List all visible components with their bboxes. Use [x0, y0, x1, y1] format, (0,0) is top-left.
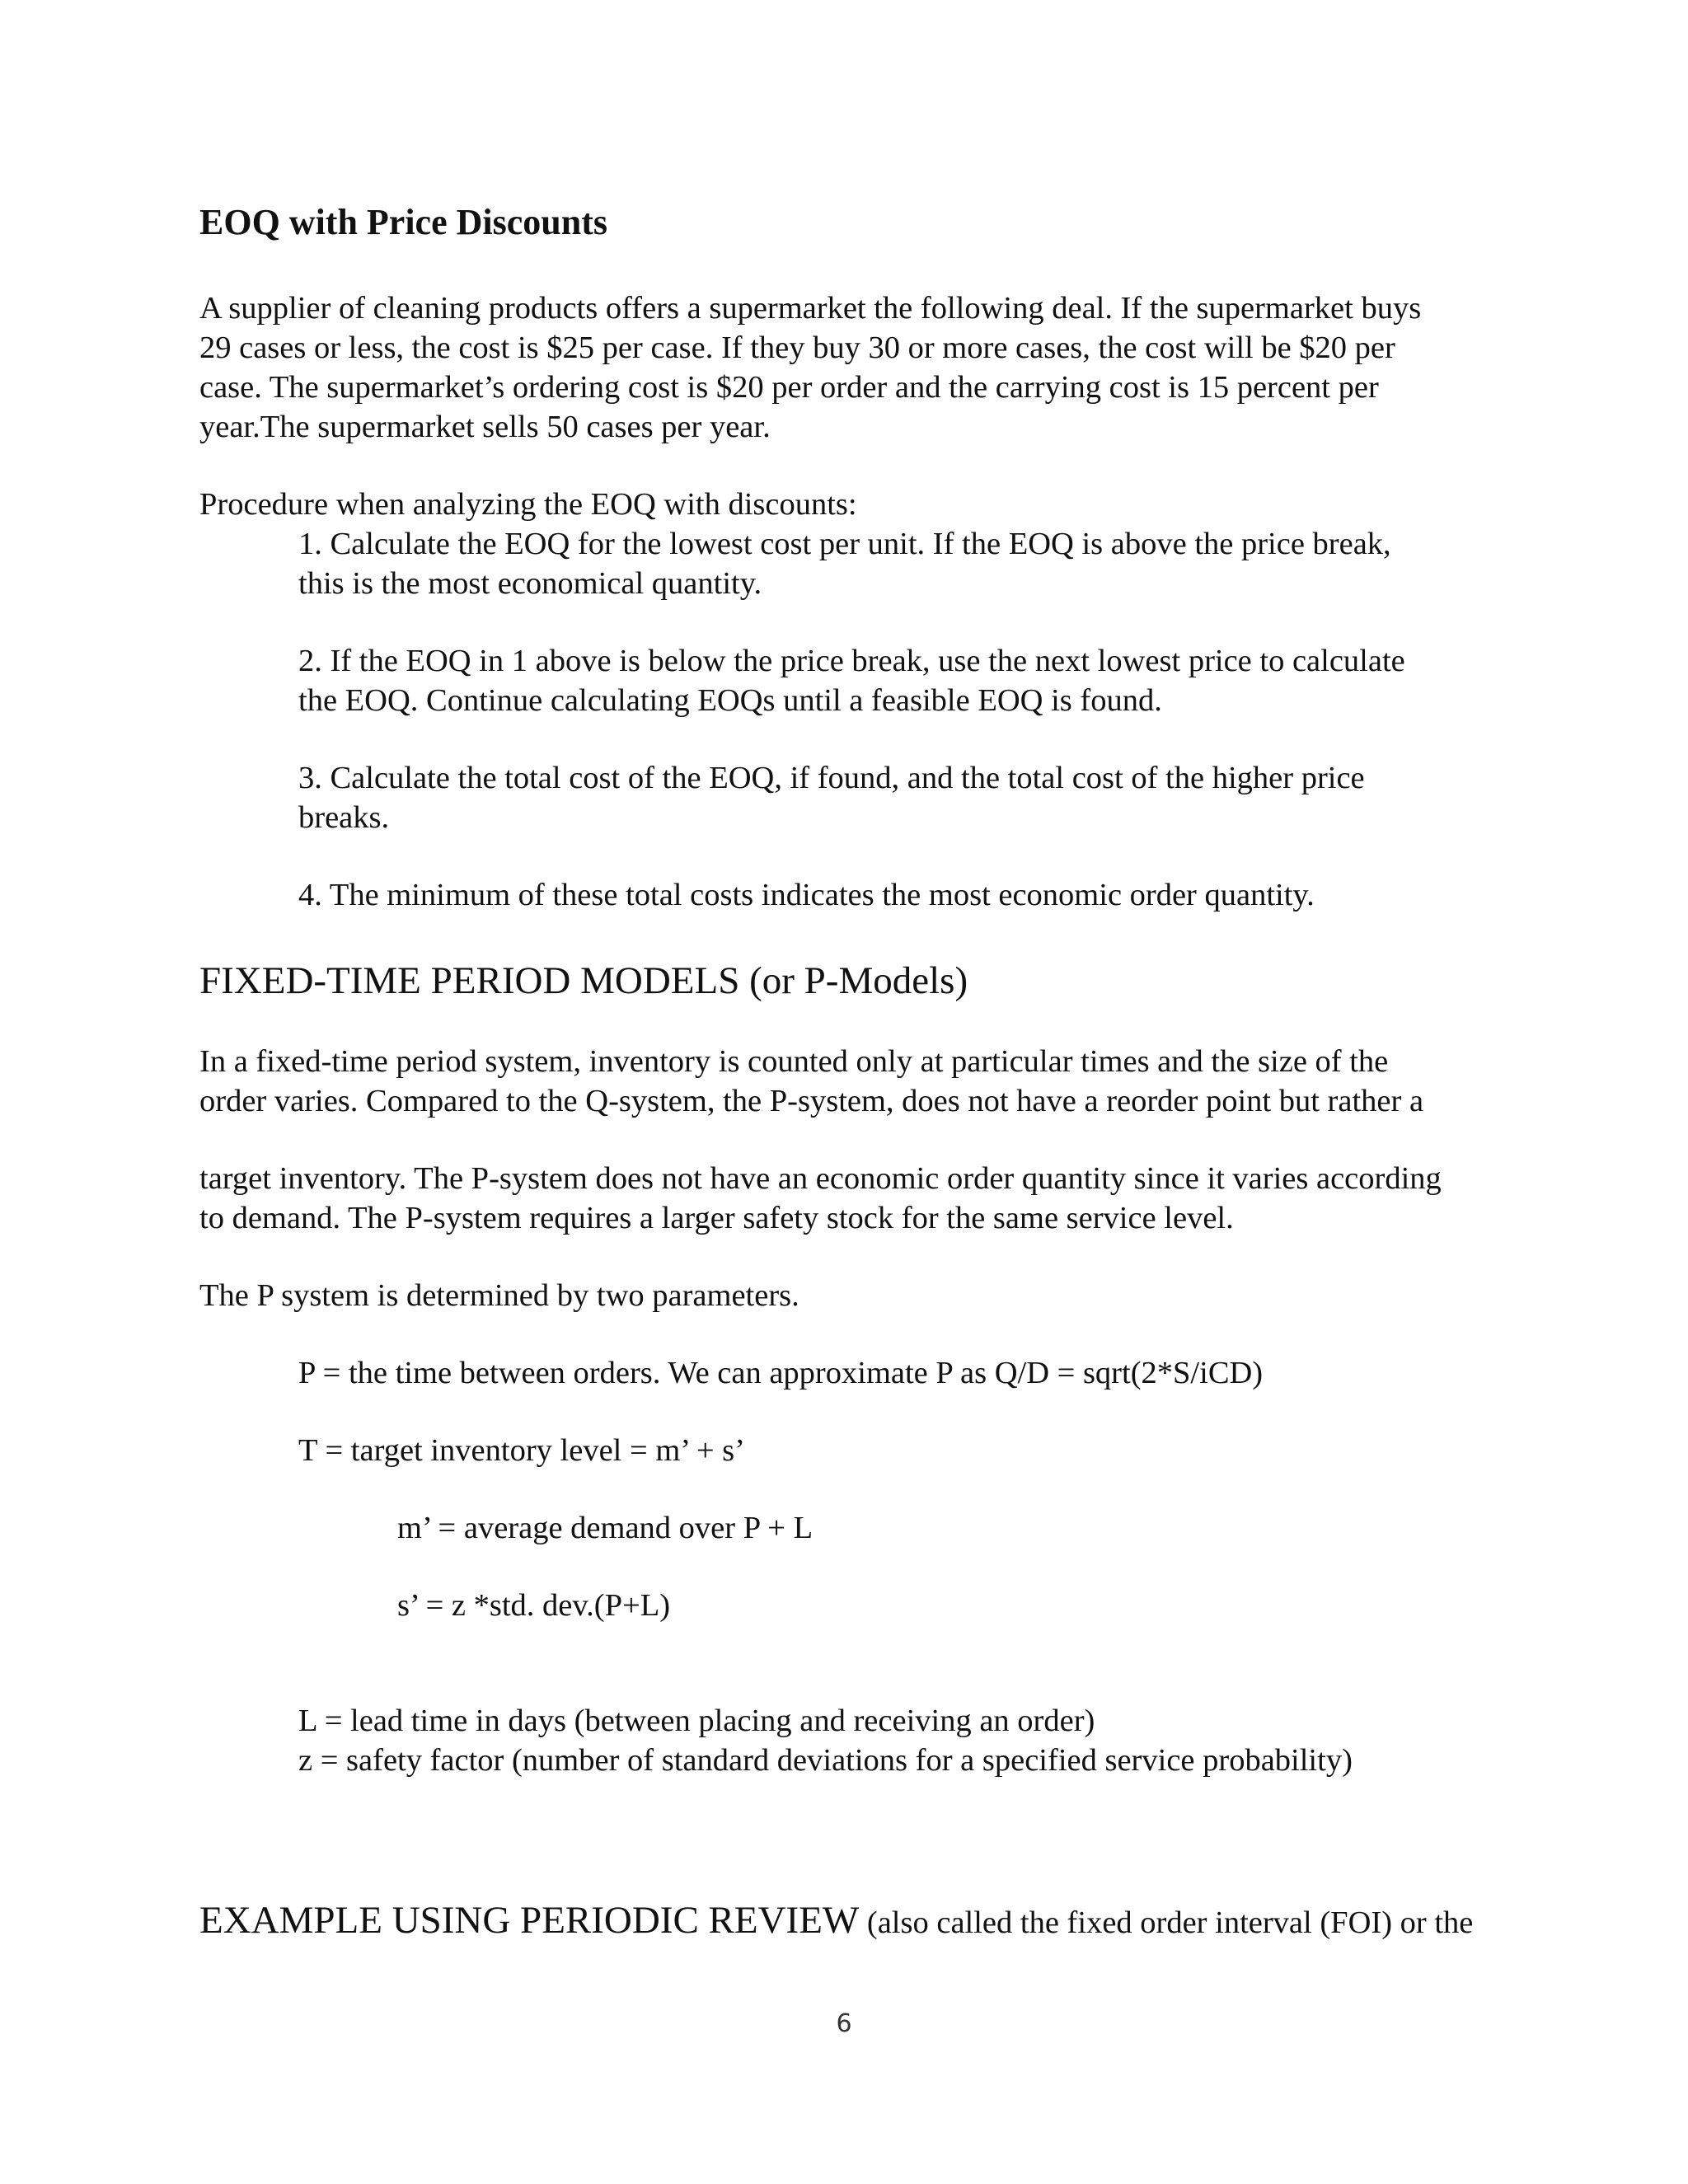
fixed-paragraph-line-4: to demand. The P-system requires a larger safety stock for the same service level.	[199, 1201, 1234, 1235]
step-2-line-1: 2. If the EOQ in 1 above is below the price break, use the next lowest price to calculate	[298, 644, 1405, 678]
intro-line-2: 29 cases or less, the cost is $25 per case. If they buy 30 or more cases, the cost will be $20 per	[199, 330, 1395, 365]
step-1-line-2: this is the most economical quantity.	[298, 566, 762, 601]
example-heading-aside: (also called the fixed order interval (FOI) or the	[859, 1905, 1474, 1940]
intro-line-3: case. The supermarket’s ordering cost is $20 per order and the carrying cost is 15 percent per	[199, 370, 1379, 405]
definition-t: T = target inventory level = m’ + s’	[298, 1433, 745, 1468]
params-lead: The P system is determined by two parameters.	[199, 1278, 799, 1313]
step-1-line-1: 1. Calculate the EOQ for the lowest cost per unit. If the EOQ is above the price break,	[298, 527, 1391, 561]
definition-l: L = lead time in days (between placing and receiving an order)	[298, 1704, 1095, 1738]
fixed-paragraph-line-3: target inventory. The P-system does not have an economic order quantity since it varies according	[199, 1161, 1442, 1196]
section-heading-example	[199, 1897, 1473, 1946]
step-2-line-2: the EOQ. Continue calculating EOQs until a feasible EOQ is found.	[298, 683, 1162, 718]
section-title-eoq-discounts: EOQ with Price Discounts	[199, 202, 607, 242]
definition-p: P = the time between orders. We can approximate P as Q/D = sqrt(2*S/iCD)	[298, 1356, 1264, 1390]
section-heading-fixed-time: FIXED-TIME PERIOD MODELS (or P-Models)	[199, 959, 968, 1002]
intro-line-1: A supplier of cleaning products offers a supermarket the following deal. If the supermarket buys	[199, 291, 1422, 326]
example-heading-main: EXAMPLE USING PERIODIC REVIEW	[199, 1899, 860, 1942]
step-4-line-1: 4. The minimum of these total costs indicates the most economic order quantity.	[298, 878, 1315, 912]
page-number: 6	[836, 2009, 852, 2038]
fixed-paragraph-line-2: order varies. Compared to the Q-system, the P-system, does not have a reorder point but rather a	[199, 1084, 1424, 1118]
step-3-line-2: breaks.	[298, 800, 390, 835]
definition-m: m’ = average demand over P + L	[397, 1511, 814, 1545]
intro-line-4: year.The supermarket sells 50 cases per year.	[199, 410, 771, 444]
step-3-line-1: 3. Calculate the total cost of the EOQ, if found, and the total cost of the higher price	[298, 761, 1365, 795]
fixed-paragraph-line-1: In a fixed-time period system, inventory is counted only at particular times and the size of the	[199, 1044, 1389, 1079]
definition-z: z = safety factor (number of standard deviations for a specified service probability)	[298, 1743, 1353, 1778]
definition-s: s’ = z *std. dev.(P+L)	[397, 1588, 671, 1623]
procedure-lead: Procedure when analyzing the EOQ with discounts:	[199, 487, 857, 522]
